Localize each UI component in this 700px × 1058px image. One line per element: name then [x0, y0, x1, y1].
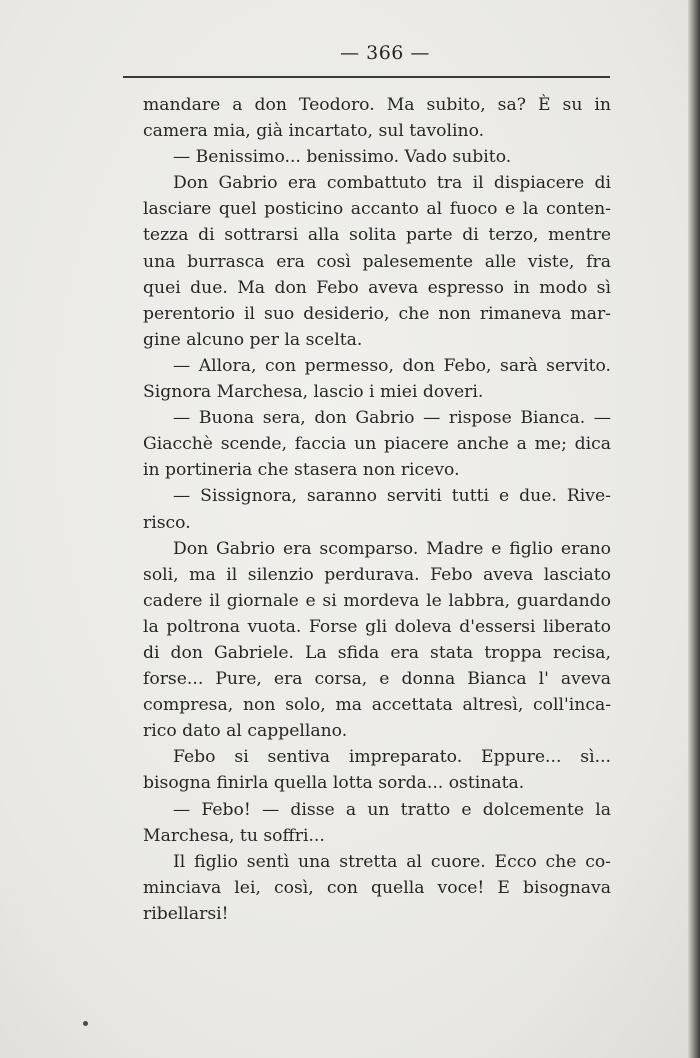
header-rule: [123, 76, 610, 78]
text-line: mandare a don Teodoro. Ma subito, sa? È su in: [143, 95, 611, 115]
text-line: soli, ma il silenzio perdurava. Febo aveva lasciato: [143, 564, 611, 585]
text-line: la poltrona vuota. Forse gli doleva d'essersi liberato: [143, 616, 611, 637]
text-line: — Buona sera, don Gabrio — rispose Bianca. —: [173, 408, 611, 429]
text-line: Giacchè scende, faccia un piacere anche a me; dica: [143, 434, 611, 455]
text-line: — Febo! — disse a un tratto e dolcemente la: [173, 799, 611, 820]
page-edge-shadow: [688, 0, 700, 1058]
text-line: quei due. Ma don Febo aveva espresso in modo sì: [143, 277, 611, 298]
text-line: una burrasca era così palesemente alle viste, fra: [143, 251, 611, 272]
text-line: Febo si sentiva impreparato. Eppure... sì...: [173, 747, 611, 768]
text-line: Don Gabrio era combattuto tra il dispiacere di: [173, 173, 611, 194]
text-line: cadere il giornale e si mordeva le labbra, guardando: [143, 590, 611, 611]
text-line: di don Gabriele. La sfida era stata troppa recisa,: [143, 642, 611, 663]
text-line: Signora Marchesa, lascio i miei doveri.: [143, 382, 484, 403]
text-line: tezza di sottrarsi alla solita parte di terzo, mentre: [143, 225, 611, 246]
text-line: Il figlio sentì una stretta al cuore. Ecco che co-: [173, 851, 611, 872]
text-line: Marchesa, tu soffri...: [143, 825, 325, 846]
text-line: Don Gabrio era scomparso. Madre e figlio erano: [173, 538, 611, 559]
text-line: risco.: [143, 512, 191, 533]
text-line: compresa, non solo, ma accettata altresì, coll'inca-: [143, 695, 611, 716]
text-line: — Sissignora, saranno serviti tutti e due. Rive-: [173, 486, 611, 507]
body-text: [143, 92, 611, 927]
text-line: gine alcuno per la scelta.: [143, 329, 363, 350]
text-line: camera mia, già incartato, sul tavolino.: [143, 121, 485, 142]
text-line: in portineria che stasera non ricevo.: [143, 460, 460, 481]
text-line: — Benissimo... benissimo. Vado subito.: [173, 147, 512, 168]
text-line: lasciare quel posticino accanto al fuoco e la conten-: [143, 199, 611, 220]
text-line: perentorio il suo desiderio, che non rimaneva mar-: [143, 303, 611, 324]
text-line: — Allora, con permesso, don Febo, sarà servito.: [173, 355, 611, 376]
text-line: minciava lei, così, con quella voce! E bisognava: [143, 877, 611, 898]
text-line: forse... Pure, era corsa, e donna Bianca l' aveva: [143, 669, 611, 690]
text-line: ribellarsi!: [143, 903, 229, 924]
page-number: — 366 —: [340, 42, 430, 64]
text-line: rico dato al cappellano.: [143, 721, 348, 742]
text-line: bisogna finirla quella lotta sorda... ostinata.: [143, 773, 525, 794]
ink-speck: [83, 1021, 88, 1026]
